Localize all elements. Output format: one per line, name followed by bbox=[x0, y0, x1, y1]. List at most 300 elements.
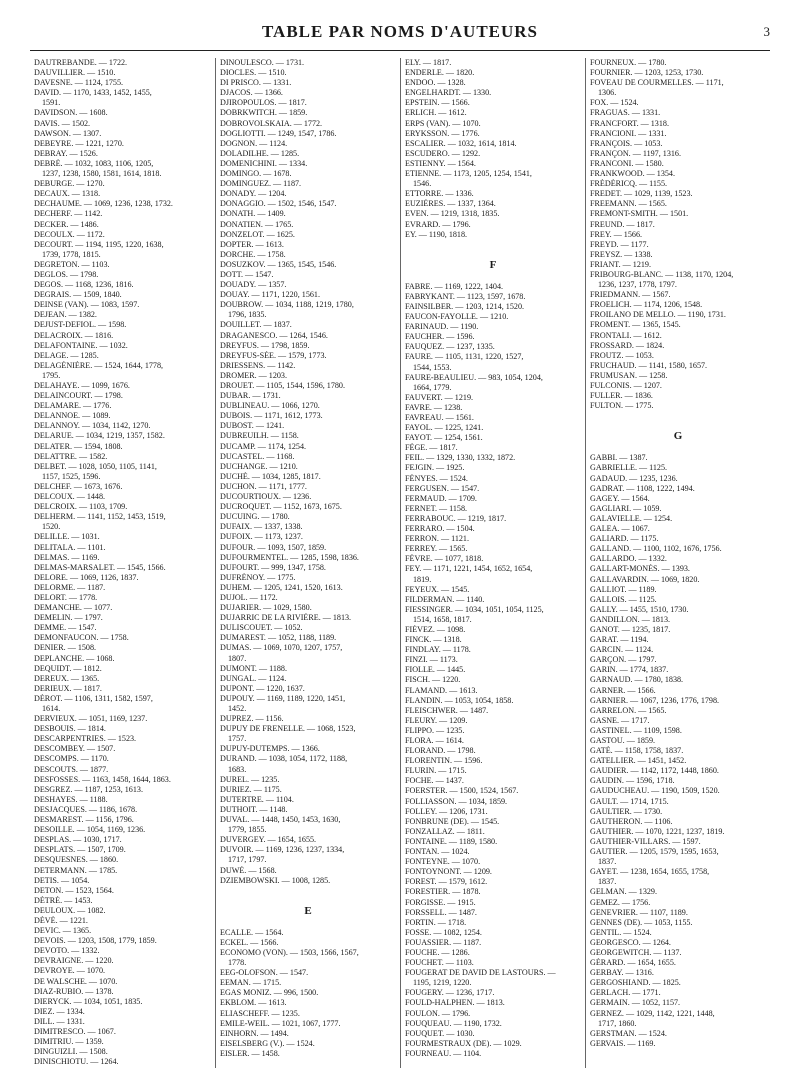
index-entry: DUFAIX. — 1337, 1338. bbox=[220, 522, 303, 532]
index-entry: DOBROVOLSKAIA. — 1772. bbox=[220, 118, 323, 128]
index-entry: FREDET. — 1029, 1139, 1523. bbox=[590, 189, 693, 199]
index-entry: GADRAT. — 1108, 1222, 1494. bbox=[590, 483, 695, 493]
index-entry: FOUQUET. — 1030. bbox=[405, 1028, 475, 1038]
index-entry: DELORME. — 1187. bbox=[34, 582, 106, 592]
index-entry: DUBREUILH. — 1158. bbox=[220, 431, 299, 441]
index-entry: DEBEYRE. — 1221, 1270. bbox=[34, 138, 124, 148]
index-entry: DELACROIX. — 1816. bbox=[34, 330, 114, 340]
index-entry: FERGUSEN. — 1547. bbox=[405, 483, 480, 493]
index-entry: FLAMAND. — 1613. bbox=[405, 685, 478, 695]
index-entry: DOPTER. — 1613. bbox=[220, 239, 284, 249]
index-entry: DUFOUR. — 1093, 1507, 1859. bbox=[220, 542, 327, 552]
index-entry: FULLER. — 1836. bbox=[590, 391, 653, 401]
index-entry: DEMANCHE. — 1077. bbox=[34, 603, 113, 613]
index-entry: EISELSBERG (V.). — 1524. bbox=[220, 1038, 315, 1048]
index-entry: FOERSTER. — 1500, 1524, 1567. bbox=[405, 786, 519, 796]
index-entry: FAUCON-FAYOLLE. — 1210. bbox=[405, 312, 509, 322]
index-entry: GALIARD. — 1175. bbox=[590, 534, 659, 544]
index-column-2 bbox=[215, 58, 400, 1068]
index-entry: FEY. — 1171, 1221, 1454, 1652, 1654, bbox=[405, 564, 533, 574]
index-entry: DELANNOE. — 1089. bbox=[34, 411, 111, 421]
index-entry: GALAVIELLE. — 1254. bbox=[590, 513, 673, 523]
index-entry: DOUADY. — 1357. bbox=[220, 280, 287, 290]
index-entry: GENTIL. — 1524. bbox=[590, 927, 652, 937]
index-entry: DOUBROW. — 1034, 1188, 1219, 1780, bbox=[220, 300, 354, 310]
index-entry: DÉTRÉ. — 1453. bbox=[34, 895, 93, 905]
index-entry: DREYFUS-SÉE. — 1579, 1773. bbox=[220, 350, 327, 360]
index-entry: EGAS MONIZ. — 996, 1500. bbox=[220, 988, 319, 998]
index-entry: DINOULESCO. — 1731. bbox=[220, 58, 305, 67]
index-entry: EPSTEIN. — 1566. bbox=[405, 98, 470, 108]
index-entry: DESCOUTS. — 1877. bbox=[34, 764, 109, 774]
index-entry: EEG-OLOFSON. — 1547. bbox=[220, 968, 309, 978]
index-entry: DUBLINEAU. — 1066, 1270. bbox=[220, 401, 320, 411]
index-entry: DECHERF. — 1142. bbox=[34, 209, 103, 219]
index-entry: FILDERMAN. — 1140. bbox=[405, 594, 485, 604]
index-entry: ENDOO. — 1328. bbox=[405, 78, 466, 88]
index-column-4 bbox=[585, 58, 770, 1068]
index-entry: DAUVILLIER. — 1510. bbox=[34, 68, 116, 78]
index-entry: FRÉDÉRICQ. — 1155. bbox=[590, 179, 668, 189]
index-entry: GELMAN. — 1329. bbox=[590, 887, 657, 897]
index-entry: DUPREZ. — 1156. bbox=[220, 714, 284, 724]
index-entry: FOX. — 1524. bbox=[590, 98, 639, 108]
index-entry-continuation: 1837. bbox=[598, 877, 617, 887]
index-entry: GENEVRIER. — 1107, 1189. bbox=[590, 907, 688, 917]
header-rule bbox=[30, 50, 770, 51]
index-entry: DETON. — 1523, 1564. bbox=[34, 885, 114, 895]
index-entry: DESCOMPS. — 1170. bbox=[34, 754, 109, 764]
index-entry: DIEZ. — 1334. bbox=[34, 1006, 85, 1016]
index-entry: FREY. — 1566. bbox=[590, 229, 643, 239]
index-entry: FOURNIER. — 1203, 1253, 1730. bbox=[590, 68, 704, 78]
index-entry: DELCROIX. — 1103, 1709. bbox=[34, 502, 128, 512]
index-entry: DAVESNE. — 1124, 1755. bbox=[34, 78, 124, 88]
index-entry: GALEA. — 1067. bbox=[590, 524, 650, 534]
index-entry: FOCHE. — 1437. bbox=[405, 776, 464, 786]
index-entry: DONAGGIO. — 1502, 1546, 1547. bbox=[220, 199, 337, 209]
index-entry-continuation: 1664, 1779. bbox=[413, 382, 452, 392]
index-entry: GAULT. — 1714, 1715. bbox=[590, 796, 669, 806]
index-entry-continuation: 1717, 1797. bbox=[228, 855, 267, 865]
index-entry: FORGISSE. — 1915. bbox=[405, 897, 476, 907]
index-entry: FREUND. — 1817. bbox=[590, 219, 655, 229]
index-entry: DEMME. — 1547. bbox=[34, 623, 97, 633]
index-entry: DECAUX. — 1318. bbox=[34, 189, 101, 199]
index-entry-continuation: 1779, 1855. bbox=[228, 825, 267, 835]
index-entry-continuation: 1807. bbox=[228, 653, 247, 663]
index-entry: FRONTALI. — 1612. bbox=[590, 330, 662, 340]
index-entry: DZIEMBOWSKI. — 1008, 1285. bbox=[220, 875, 331, 885]
index-entry: DUWÉ. — 1568. bbox=[220, 865, 277, 875]
index-entry: DREYFUS. — 1798, 1859. bbox=[220, 340, 310, 350]
index-entry: FOVEAU DE COURMELLES. — 1171, bbox=[590, 78, 724, 88]
index-entry-continuation: 1544, 1553. bbox=[413, 362, 452, 372]
index-entry: FÉNYES. — 1524. bbox=[405, 473, 468, 483]
index-entry: GALLARDO. — 1332. bbox=[590, 554, 667, 564]
index-entry: GALLY. — 1455, 1510, 1730. bbox=[590, 604, 689, 614]
index-entry: FRANCFORT. — 1318. bbox=[590, 118, 669, 128]
index-entry: DESJACQUES. — 1186, 1678. bbox=[34, 804, 138, 814]
index-entry: DUVOIR. — 1169, 1236, 1237, 1334, bbox=[220, 845, 345, 855]
index-entry: DUJARRIC DE LA RIVIÈRE. — 1813. bbox=[220, 613, 352, 623]
index-entry-continuation: 1195, 1219, 1220. bbox=[413, 978, 472, 988]
index-entry: GEORGEWITCH. — 1137. bbox=[590, 947, 682, 957]
index-entry: GALLAND. — 1100, 1102, 1676, 1756. bbox=[590, 544, 722, 554]
index-entry: FLORENTIN. — 1596. bbox=[405, 756, 483, 766]
index-entry: DUJOL. — 1172. bbox=[220, 592, 278, 602]
index-entry: DESOILLE. — 1054, 1169, 1236. bbox=[34, 825, 146, 835]
index-entry: GAGLIARI. — 1059. bbox=[590, 503, 662, 513]
index-entry: DELAGÉNIÈRE. — 1524, 1644, 1778, bbox=[34, 360, 164, 370]
index-entry: DEGLOS. — 1798. bbox=[34, 269, 99, 279]
index-columns bbox=[30, 58, 770, 1068]
index-entry: FLEISCHWER. — 1487. bbox=[405, 705, 489, 715]
index-entry: GARIN. — 1774, 1837. bbox=[590, 665, 669, 675]
index-entry: DUMONT. — 1188. bbox=[220, 663, 287, 673]
index-entry: GALLIOT. — 1189. bbox=[590, 584, 657, 594]
index-entry: DECOURT. — 1194, 1195, 1220, 1638, bbox=[34, 239, 164, 249]
index-entry-continuation: 1520. bbox=[42, 522, 61, 532]
index-entry-continuation: 1757. bbox=[228, 734, 247, 744]
index-entry: FRANKWOOD. — 1354. bbox=[590, 169, 675, 179]
index-entry: DESHAYES. — 1188. bbox=[34, 794, 108, 804]
index-entry: GABBI. — 1387. bbox=[590, 453, 648, 463]
index-entry: DEBURGE. — 1270. bbox=[34, 179, 105, 189]
section-letter: G bbox=[673, 430, 683, 443]
index-entry: FROMENT. — 1365, 1545. bbox=[590, 320, 681, 330]
index-entry: FULTON. — 1775. bbox=[590, 401, 654, 411]
index-entry: FRIBOURG-BLANC. — 1138, 1170, 1204, bbox=[590, 269, 734, 279]
index-entry: DIAZ-RUBIO. — 1378. bbox=[34, 986, 114, 996]
index-entry: FONZALLAZ. — 1811. bbox=[405, 826, 485, 836]
index-entry: DEBRÉ. — 1032, 1083, 1106, 1205, bbox=[34, 158, 154, 168]
index-entry: FERRABOUC. — 1219, 1817. bbox=[405, 513, 507, 523]
index-entry: FEYEUX. — 1545. bbox=[405, 584, 470, 594]
index-entry: DUFOURT. — 999, 1347, 1758. bbox=[220, 562, 326, 572]
index-entry: DUNGAL. — 1124. bbox=[220, 673, 287, 683]
index-entry: DRIESSENS. — 1142. bbox=[220, 360, 296, 370]
index-entry: DJACOS. — 1366. bbox=[220, 88, 283, 98]
index-entry: DIMITRIU. — 1359. bbox=[34, 1037, 104, 1047]
index-entry: FÈGE. — 1817. bbox=[405, 443, 458, 453]
index-entry-continuation: 1236, 1237, 1778, 1797. bbox=[598, 280, 677, 290]
index-entry: DESPLATS. — 1507, 1709. bbox=[34, 845, 126, 855]
index-entry: DROUET. — 1105, 1544, 1596, 1780. bbox=[220, 381, 345, 390]
page-number: 3 bbox=[763, 24, 770, 39]
index-entry: DETIS. — 1054. bbox=[34, 875, 90, 885]
index-entry: ERLICH. — 1612. bbox=[405, 108, 467, 118]
index-entry: FEIL. — 1329, 1330, 1332, 1872. bbox=[405, 453, 516, 463]
index-entry: FAUVERT. — 1219. bbox=[405, 392, 474, 402]
index-entry: DUBAR. — 1731. bbox=[220, 391, 281, 401]
index-entry: DELCHEF. — 1673, 1676. bbox=[34, 481, 123, 491]
index-entry: FERRARO. — 1504. bbox=[405, 524, 475, 534]
index-entry: DONADY. — 1204. bbox=[220, 189, 287, 199]
index-entry: FOURNEAU. — 1104. bbox=[405, 1048, 482, 1058]
index-entry: DEVOIS. — 1203, 1508, 1779, 1859. bbox=[34, 936, 157, 946]
index-entry: DOMINGUEZ. — 1187. bbox=[220, 179, 302, 189]
index-entry: DOGLIOTTI. — 1249, 1547, 1786. bbox=[220, 128, 337, 138]
index-entry: EEMAN. — 1715. bbox=[220, 978, 282, 988]
index-entry: FOUCHET. — 1103. bbox=[405, 958, 474, 968]
index-entry: DELANNOY. — 1034, 1142, 1270. bbox=[34, 421, 151, 431]
index-entry: DUVAL. — 1448, 1450, 1453, 1630, bbox=[220, 815, 341, 825]
index-entry: DAVIS. — 1502. bbox=[34, 118, 91, 128]
index-entry-continuation: 1546. bbox=[413, 179, 432, 189]
index-entry: FRANÇON. — 1197, 1316. bbox=[590, 148, 681, 158]
index-entry: GAUTHIER. — 1070, 1221, 1237, 1819. bbox=[590, 826, 725, 836]
index-entry: FAINSILBER. — 1203, 1214, 1520. bbox=[405, 301, 525, 311]
index-entry: FLORA. — 1614. bbox=[405, 736, 464, 745]
index-entry: FABRYKANT. — 1123, 1597, 1678. bbox=[405, 291, 526, 301]
index-entry: DEGRETON. — 1103. bbox=[34, 259, 110, 269]
index-entry: DESCOMBEY. — 1507. bbox=[34, 744, 116, 754]
index-entry: DEREUX. — 1365. bbox=[34, 673, 100, 683]
index-entry-continuation: 1778. bbox=[228, 958, 247, 968]
index-entry-continuation: 1591. bbox=[42, 98, 61, 108]
index-entry: DI PRISCO. — 1331. bbox=[220, 78, 292, 88]
index-entry: ETTORRE. — 1336. bbox=[405, 189, 474, 199]
index-entry: FRANCIONI. — 1331. bbox=[590, 128, 667, 138]
index-entry: DE WALSCHE. — 1070. bbox=[34, 976, 118, 986]
index-entry: FLORAND. — 1798. bbox=[405, 746, 476, 756]
index-entry: FONTOYNONT. — 1209. bbox=[405, 867, 492, 877]
index-entry: EY. — 1190, 1818. bbox=[405, 229, 468, 239]
index-entry: EMILE-WEIL. — 1021, 1067, 1777. bbox=[220, 1018, 341, 1028]
index-entry: DESFOSSES. — 1163, 1458, 1644, 1863. bbox=[34, 774, 171, 784]
index-entry: ESTIENNY. — 1564. bbox=[405, 158, 476, 168]
index-entry: FAUQUEZ. — 1237, 1335. bbox=[405, 342, 495, 352]
index-entry-continuation: 1306. bbox=[598, 88, 617, 98]
index-entry: DOUAY. — 1171, 1220, 1561. bbox=[220, 290, 320, 300]
index-entry: FRUCHAUD. — 1141, 1580, 1657. bbox=[590, 360, 708, 370]
index-entry: FIOLLE. — 1445. bbox=[405, 665, 466, 675]
index-entry: DECKER. — 1486. bbox=[34, 219, 99, 229]
index-entry: GATELLIER. — 1451, 1452. bbox=[590, 756, 687, 766]
index-entry: GASTINEL. — 1109, 1598. bbox=[590, 725, 682, 735]
index-entry: DOBRKWITCH. — 1859. bbox=[220, 108, 308, 118]
index-entry: GERLACH. — 1771. bbox=[590, 988, 661, 998]
index-entry: FIESSINGER. — 1034, 1051, 1054, 1125, bbox=[405, 604, 544, 614]
index-entry: DELCOUX. — 1448. bbox=[34, 492, 106, 502]
index-entry: GARRELON. — 1565. bbox=[590, 705, 667, 715]
index-entry: GADAUD. — 1235, 1236. bbox=[590, 473, 678, 483]
index-entry: DOSUZKOV. — 1365, 1545, 1546. bbox=[220, 259, 337, 269]
index-entry: FIÉVEZ. — 1098. bbox=[405, 624, 466, 634]
index-entry: GARNER. — 1566. bbox=[590, 685, 656, 695]
index-entry-continuation: 1514, 1658, 1817. bbox=[413, 614, 472, 624]
index-entry: DENIER. — 1508. bbox=[34, 643, 97, 653]
index-entry: GALLOIS. — 1125. bbox=[590, 594, 657, 604]
index-entry: DUFRÉNOY. — 1775. bbox=[220, 572, 296, 582]
index-entry: DUCROQUET. — 1152, 1673, 1675. bbox=[220, 502, 342, 512]
index-entry: DUFOURMENTEL. — 1285, 1598, 1836. bbox=[220, 552, 359, 562]
index-entry: DUPONT. — 1220, 1637. bbox=[220, 683, 305, 693]
index-entry: FINDLAY. — 1178. bbox=[405, 645, 471, 655]
index-entry: GALLAVARDIN. — 1069, 1820. bbox=[590, 574, 700, 584]
index-entry: DELAINCOURT. — 1798. bbox=[34, 391, 123, 401]
index-entry: DURIEZ. — 1175. bbox=[220, 784, 282, 794]
index-entry: DÉVÉ. — 1221. bbox=[34, 915, 88, 925]
index-entry: DUTHOIT. — 1148. bbox=[220, 804, 288, 814]
index-entry: DUCAMP. — 1174, 1254. bbox=[220, 441, 307, 451]
index-entry: DEQUIDT. — 1812. bbox=[34, 663, 102, 673]
index-column-3 bbox=[400, 58, 585, 1068]
index-entry: FERRON. — 1121. bbox=[405, 534, 470, 544]
index-entry: DESQUESNES. — 1860. bbox=[34, 855, 119, 865]
index-entry: DAWSON. — 1307. bbox=[34, 128, 102, 138]
index-entry: FAYOT. — 1254, 1561. bbox=[405, 433, 483, 443]
index-entry: DECHAUME. — 1069, 1236, 1238, 1732. bbox=[34, 199, 173, 209]
index-entry: DERVIEUX. — 1051, 1169, 1237. bbox=[34, 714, 148, 724]
index-entry: FREMONT-SMITH. — 1501. bbox=[590, 209, 689, 219]
index-entry: DUPOUY. — 1169, 1189, 1220, 1451, bbox=[220, 693, 346, 703]
index-entry: ELIASCHEFF. — 1235. bbox=[220, 1008, 300, 1018]
index-entry: DOMENICHINI. — 1334. bbox=[220, 158, 308, 168]
index-entry: GARÇON. — 1797. bbox=[590, 655, 657, 665]
index-entry: DUCHON. — 1171, 1777. bbox=[220, 481, 307, 491]
index-entry: FAUCHER. — 1596. bbox=[405, 332, 475, 342]
index-entry: DAVIDSON. — 1608. bbox=[34, 108, 108, 118]
index-column-1 bbox=[30, 58, 215, 1068]
index-entry: DEVIC. — 1365. bbox=[34, 926, 92, 936]
index-entry: FAURE. — 1105, 1131, 1220, 1527, bbox=[405, 352, 524, 362]
index-entry: EKBLOM. — 1613. bbox=[220, 998, 287, 1008]
index-entry: DELARUE. — 1034, 1219, 1357, 1582. bbox=[34, 431, 165, 441]
index-entry-continuation: 1795. bbox=[42, 370, 61, 380]
index-entry: DESCARPENTRIES. — 1523. bbox=[34, 734, 137, 744]
index-entry: GAUTHERON. — 1106. bbox=[590, 816, 673, 826]
index-entry: FOLLEY. — 1206, 1731. bbox=[405, 806, 488, 816]
index-entry: DETERMANN. — 1785. bbox=[34, 865, 118, 875]
index-entry: DELMAS-MARSALET. — 1545, 1566. bbox=[34, 562, 166, 572]
index-entry: FEJGIN. — 1925. bbox=[405, 463, 465, 473]
index-entry: FRUMUSAN. — 1258. bbox=[590, 370, 668, 380]
index-entry: DOUILLET. — 1837. bbox=[220, 320, 292, 330]
index-entry-continuation: 1739, 1778, 1815. bbox=[42, 249, 101, 259]
index-entry: GAUDUCHEAU. — 1190, 1509, 1520. bbox=[590, 786, 720, 796]
index-entry: FORTIN. — 1718. bbox=[405, 917, 467, 927]
index-entry: DESBOUIS. — 1814. bbox=[34, 724, 106, 734]
index-entry: DELBET. — 1028, 1050, 1105, 1141, bbox=[34, 461, 157, 471]
index-entry: FAVRE. — 1238. bbox=[405, 402, 463, 412]
index-entry: EINHORN. — 1494. bbox=[220, 1028, 289, 1038]
index-entry: DESGREZ. — 1187, 1253, 1613. bbox=[34, 784, 143, 794]
index-entry: FARINAUD. — 1190. bbox=[405, 322, 479, 332]
index-entry: GEMEZ. — 1756. bbox=[590, 897, 651, 907]
index-entry: FROILANO DE MELLO. — 1190, 1731. bbox=[590, 310, 726, 320]
index-entry: FONBRUNE (DE). — 1545. bbox=[405, 816, 500, 826]
index-entry: DELMAS. — 1169. bbox=[34, 552, 100, 562]
index-entry: DUMAS. — 1069, 1070, 1207, 1757, bbox=[220, 643, 343, 653]
index-entry: GATÉ. — 1158, 1758, 1837. bbox=[590, 746, 684, 756]
index-entry: FREEMANN. — 1565. bbox=[590, 199, 667, 209]
index-entry: FLURIN. — 1715. bbox=[405, 766, 467, 776]
index-entry-continuation: 1237, 1238, 1580, 1581, 1614, 1818. bbox=[42, 169, 162, 179]
index-entry: DEINSE (VAN). — 1083, 1597. bbox=[34, 300, 140, 310]
index-entry: DÉROT. — 1106, 1311, 1582, 1597, bbox=[34, 693, 153, 703]
index-entry: DEVOTO. — 1332. bbox=[34, 946, 100, 956]
index-entry: GERNEZ. — 1029, 1142, 1221, 1448, bbox=[590, 1008, 715, 1018]
index-entry: DIERYCK. — 1034, 1051, 1835. bbox=[34, 996, 143, 1006]
index-entry: DUREL. — 1235. bbox=[220, 774, 280, 784]
index-entry: DOLADILHE. — 1285. bbox=[220, 148, 300, 158]
index-entry: DELITALA. — 1101. bbox=[34, 542, 106, 552]
index-entry: FERREY. — 1565. bbox=[405, 544, 468, 554]
index-entry: ENGELHARDT. — 1330. bbox=[405, 88, 492, 98]
index-entry: DEVROYE. — 1070. bbox=[34, 966, 106, 976]
index-entry: DELHERM. — 1141, 1152, 1453, 1519, bbox=[34, 512, 166, 522]
index-entry: GARAT. — 1194. bbox=[590, 635, 649, 645]
index-entry: ECONOMO (VON). — 1503, 1566, 1567, bbox=[220, 947, 359, 957]
index-entry: ESCUDERO. — 1292. bbox=[405, 148, 481, 158]
index-entry: DONZELOT. — 1625. bbox=[220, 229, 295, 239]
index-entry: FOURNEUX. — 1780. bbox=[590, 58, 667, 67]
index-entry: FULCONIS. — 1207. bbox=[590, 381, 662, 390]
index-entry: DONATH. — 1409. bbox=[220, 209, 286, 219]
index-entry: FROELICH. — 1174, 1206, 1548. bbox=[590, 300, 703, 310]
index-entry: DELAMARE. — 1776. bbox=[34, 401, 112, 411]
index-entry: DEBRAY. — 1526. bbox=[34, 148, 98, 158]
index-entry: GERGOSHIAND. — 1825. bbox=[590, 978, 681, 988]
index-entry: DEVRAIGNE. — 1220. bbox=[34, 956, 114, 966]
index-entry: FAVREAU. — 1561. bbox=[405, 413, 474, 422]
index-entry: FRANCONI. — 1580. bbox=[590, 158, 664, 168]
index-entry: DUTERTRE. — 1104. bbox=[220, 794, 294, 804]
index-entry: DEGOS. — 1168, 1236, 1816. bbox=[34, 280, 134, 290]
index-entry: FREYD. — 1177. bbox=[590, 239, 649, 249]
index-entry: FORESTIER. — 1878. bbox=[405, 887, 481, 897]
index-entry: DORCHE. — 1758. bbox=[220, 249, 286, 259]
index-entry: DUBOIS. — 1171, 1612, 1773. bbox=[220, 411, 323, 421]
index-entry: GAUTHIER-VILLARS. — 1597. bbox=[590, 836, 701, 846]
index-entry: DUPUY-DUTEMPS. — 1366. bbox=[220, 744, 320, 754]
index-entry: FOUCHE. — 1286. bbox=[405, 947, 470, 957]
section-letter: E bbox=[304, 904, 312, 917]
index-entry: GAYET. — 1238, 1654, 1655, 1758, bbox=[590, 867, 710, 877]
index-entry: FRIANT. — 1219. bbox=[590, 259, 652, 269]
page-header bbox=[30, 22, 770, 46]
index-entry: FREYSZ. — 1338. bbox=[590, 249, 653, 259]
index-entry: ETIENNE. — 1173, 1205, 1254, 1541, bbox=[405, 169, 532, 179]
index-entry: FRANÇOIS. — 1053. bbox=[590, 138, 663, 148]
index-entry: DUVERGEY. — 1654, 1655. bbox=[220, 835, 317, 845]
index-entry: FERMAUD. — 1709. bbox=[405, 493, 477, 503]
index-entry: FRIEDMANN. — 1567. bbox=[590, 290, 671, 300]
index-entry: GERMAIN. — 1052, 1157. bbox=[590, 998, 681, 1008]
index-entry: FOLLIASSON. — 1034, 1859. bbox=[405, 796, 508, 806]
index-entry: FLEURY. — 1209. bbox=[405, 715, 468, 725]
index-entry: FOULON. — 1796. bbox=[405, 1008, 471, 1018]
index-entry: DELAGE. — 1285. bbox=[34, 350, 99, 360]
index-entry: ECALLE. — 1564. bbox=[220, 927, 284, 937]
index-entry: DAVID. — 1170, 1433, 1452, 1455, bbox=[34, 88, 152, 98]
index-entry: DOTT. — 1547. bbox=[220, 269, 274, 279]
index-entry: EVRARD. — 1796. bbox=[405, 219, 471, 229]
index-entry: EVEN. — 1219, 1318, 1835. bbox=[405, 209, 500, 219]
index-entry: GARNIER. — 1067, 1236, 1776, 1798. bbox=[590, 695, 720, 705]
index-entry: DEULOUX. — 1082. bbox=[34, 905, 106, 915]
index-entry: DUBOST. — 1241. bbox=[220, 421, 285, 431]
index-entry: FOUGERY. — 1236, 1717. bbox=[405, 988, 495, 998]
index-entry: DERIEUX. — 1817. bbox=[34, 683, 102, 693]
index-entry: GAUDIER. — 1142, 1172, 1448, 1860. bbox=[590, 766, 719, 776]
index-entry-continuation: 1717, 1860. bbox=[598, 1018, 637, 1028]
index-entry: FOREST. — 1579, 1612. bbox=[405, 877, 488, 887]
index-entry: DELATTRE. — 1582. bbox=[34, 451, 108, 461]
index-entry-continuation: 1452. bbox=[228, 704, 247, 713]
